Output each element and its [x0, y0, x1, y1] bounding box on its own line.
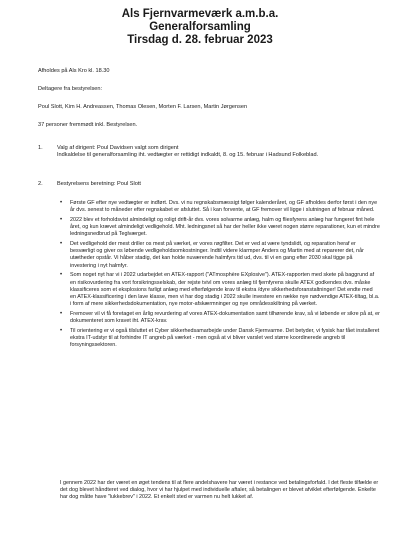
agenda-item-title: Valg af dirigent: Poul Davidsen valgt som dirigent	[57, 145, 179, 151]
agenda-item-2	[38, 181, 378, 189]
bullet-item: • Fremover vil vi få foretaget en årlig revurdering af vores ATEX-dokumentation samt tilhørende krav, så vi løbende er sikre på at, er dokumenteret som kravet iht. ATEX-krav.	[60, 311, 380, 325]
board-members: Poul Slott, Kim H. Andreassen, Thomas Olesen, Morten F. Larsen, Martin Jørgensen	[38, 104, 248, 110]
bullet-item: • Til orientering er vi også tilsluttet et Cyber sikkerhedsamarbejde under Dansk Fjernvarme. Det betyder, vi fysisk har fået installeret ekstra IT-udstyr til at forhindre IT angreb på værket - men også at vi bliver varslet ved større koordinerede angreb til forsyningssektoren.	[60, 328, 380, 350]
closing-paragraph: I gennem 2022 har der været en øget tendens til at flere andelshavere har været i restance ved betalingsforfald. I det fleste tilfælde er det dog blevet håndteret ved dialog, hvor vi har hjulpet med individuelle aftaler, så betalingen er blevet afviklet efterfølgende. Enkelte har dog måtte have "lukkebrev" i 2022. Et enkelt sted er varmen nu helt lukket af.	[60, 480, 379, 501]
agenda-item-title: Bestyrelsens beretning: Poul Slott	[57, 181, 141, 187]
bullet-item: • Som noget nyt har vi i 2022 udarbejdet en ATEX-rapport ("ATmosphère EXplosive"). ATEX-rapporten med skete på baggrund af en risikovurdering fra vort forsikringsselskab, der rejste tvivl om vores anlæg til fjernfyrens skulle ATEX godkendes dvs. måske klassificeres som et eksplosions farligt anlæg med efterfølgende krav til ekstra /dyre sikkerhedsforanstaltninger! Det endte med en ATEX-klassificering i den lave klasse, men vi har dog stadig i 2022 skulle investere en række nye nødvendige ATEX-tiltag, bl.a. i form af mere sikkerhedsdokumentation, nye motor-afskærmninger og nye områdesskiltning på værket.	[60, 272, 380, 308]
agenda-item-number: 1.	[38, 145, 43, 151]
meeting-date: Tirsdag d. 28. februar 2023	[127, 34, 273, 46]
participants-label: Deltagere fra bestyrelsen:	[38, 86, 103, 92]
report-bullet-list	[60, 200, 380, 349]
agenda-item-text: Indkaldelse til generalforsamling iht. vedtægter er rettidigt indkaldt, 8. og 15. februar i Hadsund Folkeblad.	[57, 152, 319, 158]
bullet-item: • 2022 blev et forholdsvist almindeligt og roligt drift-år dvs. vores solvarme anlæg, halm og fliesfyrens anlæg har fungeret fint hele året, og kun krævet almindeligt vedligehold. Mht. ledningsnet så har der heller ikke været nogen større reparationer, kun et mindre ledningsnedbrud på Teglværget.	[60, 217, 380, 239]
agenda-item-1	[38, 145, 378, 169]
document-title: Generalforsamling	[149, 21, 251, 33]
bullet-item: • Første GF efter nye vedtægter er indført. Dvs. vi nu regnskabsmæssigt følger kalenderåret, og GF afholdes derfor først i den nye år dvs. senest to måneder efter regnskabet er afsluttet. Så i kan forvente, at GF fremover vil ligge i slutningen af februar måned.	[60, 200, 380, 214]
company-name: Als Fjernvarmeværk a.m.b.a.	[121, 8, 279, 20]
agenda-item-number: 2.	[38, 181, 43, 187]
bullet-item: • Det vedligehold der mest driller os mest på værket, er vores røgfilter. Det er ved at være tyndslidt, og reparation heraf er besværligt og giver os løbende vedligeholdsomkostninger. Indtil videre klarmper Anders og Martin med at reparerer det, når utætheder opstår. Vi håber stadig, det kan holde nuværende halmfyrs tid ud, dvs. til vi en gang efter 2030 skal tigge på investering i nyt halmfyr.	[60, 241, 380, 270]
attendee-count: 37 personer fremmødt inkl. Bestyrelsen.	[38, 122, 138, 128]
meeting-location: Afholdes på Als Kro kl. 18.30	[38, 68, 110, 74]
